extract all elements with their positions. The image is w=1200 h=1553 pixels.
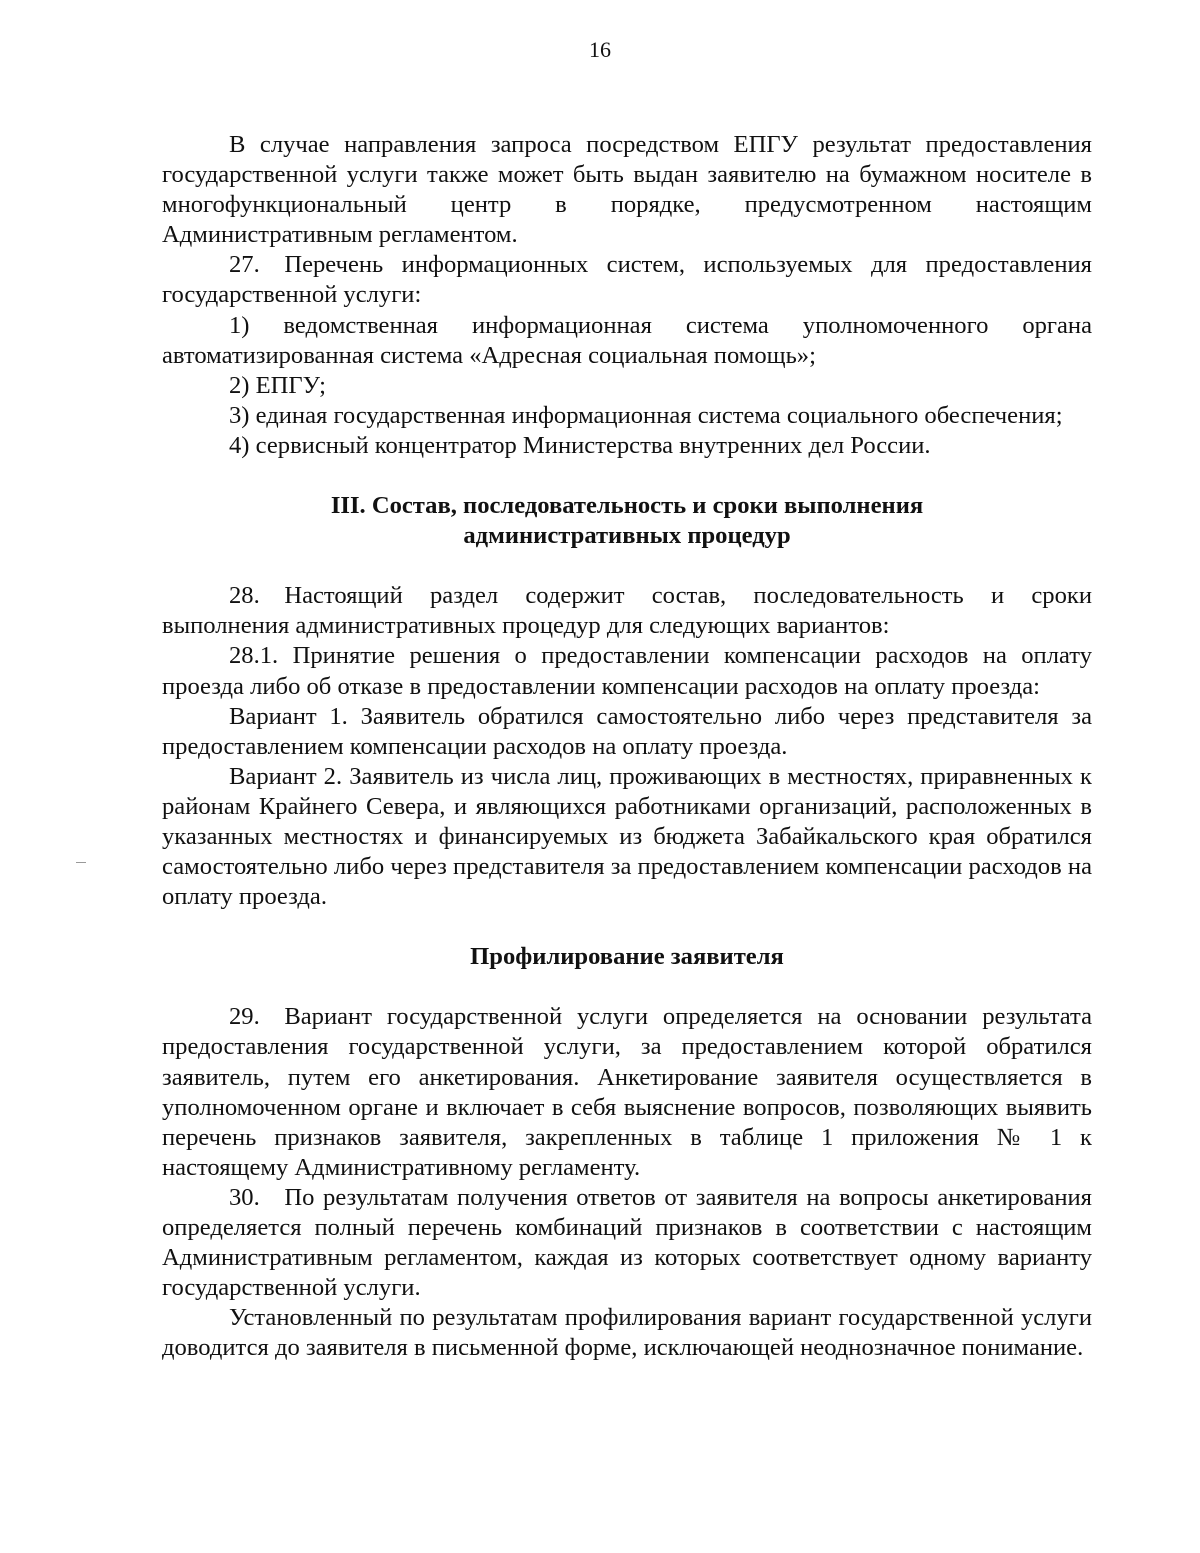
paragraph-28-section-contents: 28. Настоящий раздел содержит состав, последовательность и сроки выполнения административных процедур для следующих вариантов: [162, 582, 1092, 640]
list-item-2-epgu: 2) ЕПГУ; [229, 371, 326, 399]
paragraph-30-questionnaire-results: 30. По результатам получения ответов от заявителя на вопросы анкетирования определяется полный перечень комбинаций признаков в соответствии с настоящим Административным регламентом, каждая из которых соответствует одному варианту государственной услуги. [162, 1183, 1092, 1302]
list-item-1-departmental-system: 1) ведомственная информационная система уполномоченного органа автоматизированная система «Адресная социальная помощь»; [162, 311, 1092, 369]
list-item-3-unified-system: 3) единая государственная информационная система социального обеспечения; [229, 401, 1063, 429]
page-number: 16 [589, 37, 611, 62]
section-heading-line-2: административных процедур [463, 522, 791, 550]
paragraph-variant-2: Вариант 2. Заявитель из числа лиц, проживающих в местностях, приравненных к районам Крайнего Севера, и являющихся работниками организаций, расположенных в указанных местностях и финансируемых из бюджета Забайкальского края обратился самостоятельно либо через представителя за предоставлением компенсации расходов на оплату проезда. [162, 762, 1092, 911]
document-body [162, 130, 1092, 1363]
section-heading-iii [162, 491, 1092, 551]
paragraph-epgu-paper-result: В случае направления запроса посредством ЕПГУ результат предоставления государственной услуги также может быть выдан заявителю на бумажном носителе в многофункциональный центр в порядке, предусмотренном настоящим Административным регламентом. [162, 131, 1092, 249]
paragraph-profiling-result-notice: Установленный по результатам профилирования вариант государственной услуги доводится до заявителя в письменной форме, исключающей неоднозначное понимание. [162, 1304, 1092, 1362]
section-heading-line-1: III. Состав, последовательность и сроки выполнения [330, 492, 924, 520]
paragraph-28-1-decision: 28.1. Принятие решения о предоставлении компенсации расходов на оплату проезда либо об отказе в предоставлении компенсации расходов на оплату проезда: [162, 642, 1092, 700]
paragraph-variant-1: Вариант 1. Заявитель обратился самостоятельно либо через представителя за предоставлением компенсации расходов на оплату проезда. [162, 702, 1092, 760]
paragraph-27-info-systems: 27. Перечень информационных систем, используемых для предоставления государственной услуги: [162, 251, 1092, 309]
paragraph-29-variant-determination: 29. Вариант государственной услуги определяется на основании результата предоставления государственной услуги, за предоставлением которой обратился заявитель, путем его анкетирования. Анкетирование заявителя осуществляется в уполномоченном органе и включает в себя выяснение вопросов, позволяющих выявить перечень признаков заявителя, закрепленных в таблице 1 приложения № 1 к настоящему Административному регламенту. [162, 1003, 1092, 1181]
scan-edge-mark [76, 862, 86, 863]
list-item-4-service-hub: 4) сервисный концентратор Министерства внутренних дел России. [229, 431, 931, 459]
subheading-applicant-profiling: Профилирование заявителя [470, 943, 784, 971]
